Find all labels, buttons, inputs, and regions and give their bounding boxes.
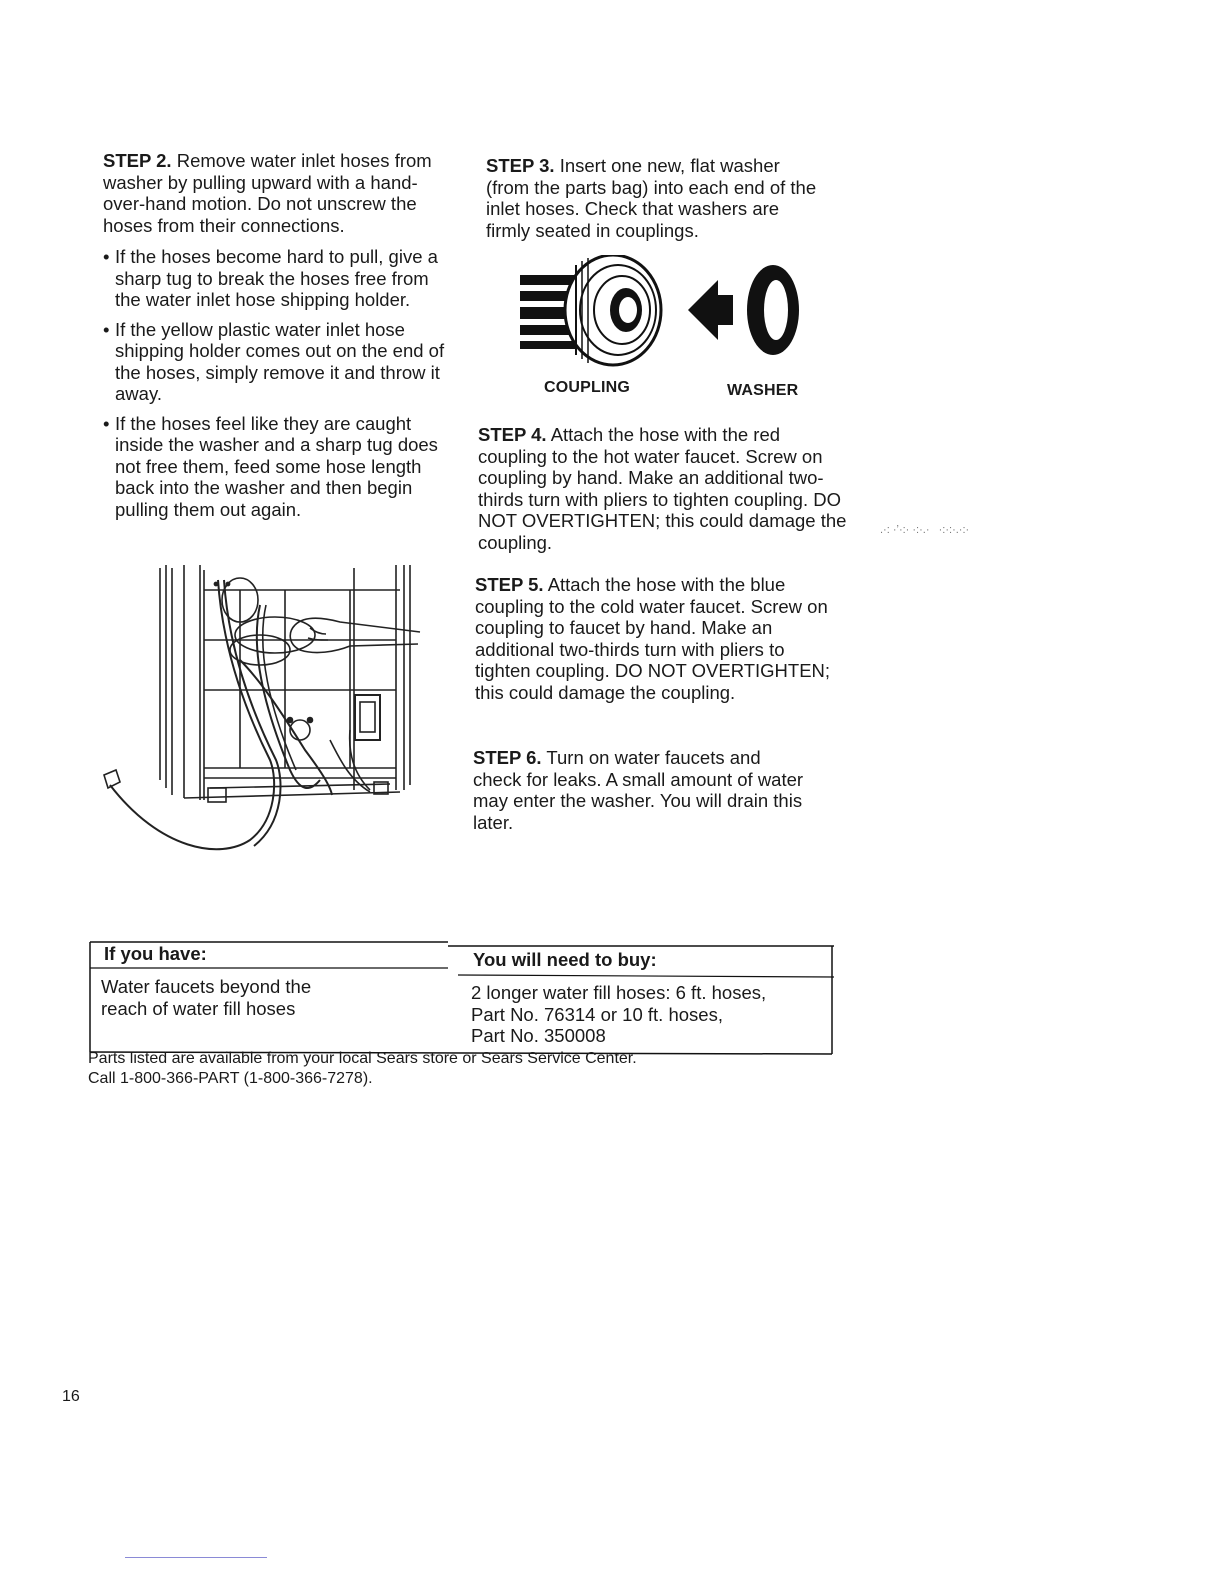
buy-line-1: 2 longer water fill hoses: 6 ft. hoses, <box>471 982 767 1003</box>
table-cell-have: Water faucets beyond the reach of water fill hoses <box>101 976 312 1019</box>
step-3-text: Insert one new, flat washer (from the parts bag) into each end of the inlet hoses. Check that washers are firmly seated in couplings. <box>486 155 817 241</box>
step-2-section <box>103 150 455 528</box>
coupling-label: COUPLING <box>544 379 631 396</box>
buy-line-3: Part No. 350008 <box>471 1025 606 1046</box>
step-2-bullet-2: • If the yellow plastic water inlet hose shipping holder comes out on the end of the hoses, simply remove it and throw it away. <box>103 319 455 405</box>
step-5-paragraph <box>475 574 835 703</box>
coupling-washer-illustration <box>518 255 808 370</box>
step-2-bullets <box>103 246 455 520</box>
step-6-paragraph <box>473 747 813 833</box>
step-2-paragraph <box>103 150 455 236</box>
footnote-line-2: Call 1-800-366-PART (1-800-366-7278). <box>88 1070 373 1087</box>
hose-removal-illustration <box>100 560 435 860</box>
footnote-line-1: Parts listed are available from your local Sears store or Sears Service Center. <box>88 1050 637 1067</box>
step-2-label: STEP 2. <box>103 150 172 171</box>
bottom-rule <box>125 1557 267 1558</box>
table-header-have: If you have: <box>104 943 207 964</box>
footnote <box>88 1049 637 1089</box>
step-5-label: STEP 5. <box>475 574 544 595</box>
step-2-bullet-3: • If the hoses feel like they are caught inside the washer and a sharp tug does not free them, feed some hose length back into the washer and then begin pulling them out again. <box>103 413 455 521</box>
step-3-label: STEP 3. <box>486 155 555 176</box>
scan-artifact: .·: ·ʼ·:· ·:·.· ·:·:·.·:· <box>880 524 970 536</box>
step-6-text: Turn on water faucets and check for leaks. A small amount of water may enter the washer. You will drain this later. <box>473 747 804 833</box>
step-4-label: STEP 4. <box>478 424 547 445</box>
step-4-section <box>478 424 848 553</box>
table-cell-buy <box>471 982 816 1047</box>
step-6-label: STEP 6. <box>473 747 542 768</box>
page-number: 16 <box>62 1388 80 1405</box>
step-5-section <box>475 574 835 703</box>
step-5-text: Attach the hose with the blue coupling to the cold water faucet. Screw on coupling to faucet by hand. Make an additional two-thirds turn with pliers to tighten coupling. DO NOT OVERTIGHTEN; this could damage the coupling. <box>475 574 831 703</box>
step-4-paragraph <box>478 424 848 553</box>
step-2-bullet-1: • If the hoses become hard to pull, give a sharp tug to break the hoses free from the water inlet hose shipping holder. <box>103 246 455 311</box>
step-4-text: Attach the hose with the red coupling to the hot water faucet. Screw on coupling by hand. Make an additional two-thirds turn with pliers to tighten coupling. DO NOT OVERTIGHTEN; this could damage the coupling. <box>478 424 847 553</box>
buy-line-2: Part No. 76314 or 10 ft. hoses, <box>471 1003 723 1025</box>
step-3-section <box>486 155 826 241</box>
washer-label: WASHER <box>727 382 799 399</box>
step-2-text: Remove water inlet hoses from washer by pulling upward with a hand-over-hand motion. Do not unscrew the hoses from their connections. <box>103 150 432 236</box>
table-header-buy: You will need to buy: <box>473 949 657 970</box>
step-6-section <box>473 747 813 833</box>
parts-table <box>88 940 834 1055</box>
step-3-paragraph <box>486 155 826 241</box>
